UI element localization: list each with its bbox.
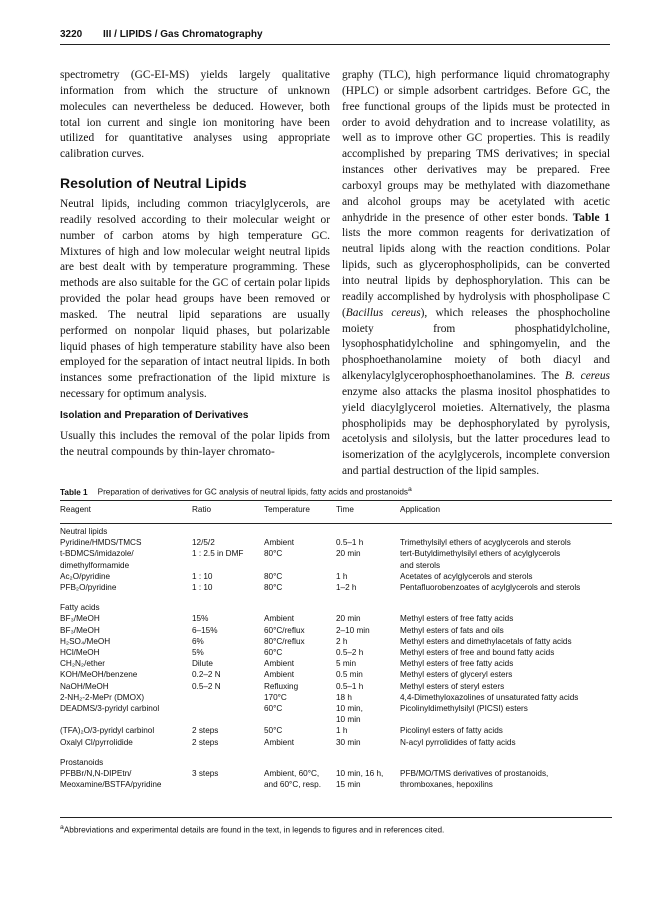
table-cell [264,560,336,571]
paragraph-2: Neutral lipids, including common triacylglycerols, are readily resolved according to their molecular weight or number of carbon atoms by high temperature GC. Mixtures of high and low molecular weight neutral lipids are best dealt with by temperature programming. These methods are also suitable for the GC of certain polar lipids provided the polar head groups have been removed or masked. The neutral lipid separations are usually performed on nonpolar liquid phases, but polarizable liquid phases of high temperature stability have also been employed for the separation of intact neutral lipids. In both instances some prefractionation of the lipid mixture is necessary for optimum analysis. [60,198,330,401]
table-cell: 2 steps [192,726,219,736]
right-paragraph [342,68,610,480]
table-cell: 60°C [264,648,283,658]
table-cell: Picolinyl esters of fatty acids [400,726,503,736]
table-cell: 80°C [264,549,283,559]
table-cell: Ambient [264,670,295,680]
table-row [60,725,620,736]
footnote-mark: a [60,824,64,831]
table-cell: (TFA)₂O/3-pyridyl carbinol [60,726,155,736]
table-footnote [60,824,620,835]
table-row [60,669,620,680]
table-cell: 20 min [336,549,361,559]
table-row [60,548,620,559]
table-cell: 10 min, 16 h, [336,769,384,779]
table-cell: 0.2–2 N [192,670,221,680]
table-cell: Meoxamine/BSTFA/pyridine [60,780,162,790]
table-cell: 80°C/reflux [264,636,305,646]
table-cell: 5 min [336,659,357,669]
table-row [60,571,620,582]
table-cell: Refluxing [264,681,299,691]
table-cell: Ambient [264,737,295,747]
table-caption-text: Preparation of derivatives for GC analysis of neutral lipids, fatty acids and prostanoids [97,487,408,497]
table-cell: DEADMS/3-pyridyl carbinol [60,704,160,714]
caption-footnote-mark: a [407,486,412,493]
table-row [60,768,620,779]
text-run: ), which releases the phosphocholine moiety from phosphatidylcholine, lysophosphatidylcholine and sphingomyelin, and the phosphoethanolamine moiety of both diacyl and alkenylacylglycerophosphoethanolamines. The [342,306,611,383]
table-cell: 2 steps [192,737,219,747]
table-row [60,703,620,714]
table-row [60,737,620,748]
table-cell: PFB/MO/TMS derivatives of prostanoids, [400,769,549,779]
paragraph-3: Usually this includes the removal of the polar lipids from the neutral compounds by thin-layer chromato- [60,430,330,458]
running-header [60,29,610,43]
table-cell: 12/5/2 [192,538,215,548]
table-cell: HCl/MeOH [60,648,100,658]
table-cell: 10 min, [336,704,363,714]
table-cell: 10 min [336,715,361,725]
column-header: Ratio [192,505,212,514]
table-group-label: Prostanoids [60,757,104,767]
table-cell: Methyl esters of fats and oils [400,625,504,635]
table-cell [400,714,620,725]
table-caption [60,486,620,497]
table-row [60,537,620,548]
table-cell: 18 h [336,692,352,702]
table-cell: 30 min [336,737,361,747]
column-header: Time [336,505,354,514]
table-cell [336,560,400,571]
species-abbrev: B. cereus [565,370,610,383]
table-row [60,779,620,790]
column-header: Temperature [264,505,310,514]
column-header: Application [400,505,441,514]
left-column-middle [60,197,330,403]
table-cell: 80°C [264,583,283,593]
table-cell: tert-Butyldimethylsilyl ethers of acylglycerols [400,549,561,559]
table-cell: and 60°C, resp. [264,780,321,790]
table-cell: Methyl esters of free fatty acids [400,614,514,624]
left-column-bottom [60,429,330,461]
table-group-label: Fatty acids [60,603,100,613]
running-title: III / LIPIDS / Gas Chromatography [103,29,263,40]
table-cell: KOH/MeOH/benzene [60,670,138,680]
text-run: lists the more common reagents for derivatization of neutral lipids along with the reaction conditions. Polar lipids, such as glycerophospholipids, can be converted into neutral lipids by dephosphorylation. This can be readily accomplished by hydrolysis with phospholipase C ( [342,227,610,319]
table-row [60,625,620,636]
table-cell: 6–15% [192,625,218,635]
text-run: enzyme also attacks the plasma inositol phosphatides to yield diacylglycerol moieties. Alternatively, the plasma phospholipids may be dephosphorylated by pyrolysis, acetolysis and silolysis, but the latter procedures lead to isomerization of the acylglycerols, incomplete conversion and partial destruction of the lipid samples. [342,385,610,478]
table-cell: Trimethylsilyl ethers of acyglycerols and sterols [400,538,571,548]
table-reference: Table 1 [572,211,610,224]
table-row [60,613,620,624]
table-row [60,658,620,669]
table-cell: PFB₂O/pyridine [60,583,117,593]
paragraph-1: spectrometry (GC-EI-MS) yields largely qualitative information from which the structure of unknown molecules can nevertheless be deduced. However, both total ion current and single ion monitoring have been utilized for quantitative analyses using appropriate calibration curves. [60,69,330,161]
table-cell [60,714,192,725]
table-cell [192,714,264,725]
table-cell: and sterols [400,560,441,570]
table-cell: thromboxanes, hepoxilins [400,780,493,790]
table-cell: Ac₂O/pyridine [60,571,111,581]
table-bottom-rule [60,817,612,818]
table-cell: 0.5–1 h [336,538,364,548]
table-row [60,714,620,725]
table-group-label: Neutral lipids [60,527,108,536]
footnote-text: Abbreviations and experimental details are found in the text, in legends to figures and in references cited. [63,825,445,835]
table-cell: 1 : 10 [192,571,213,581]
header-rule [60,44,610,45]
table-cell: 2-NH₂-2-MePr (DMOX) [60,692,145,702]
table-cell: 15% [192,614,209,624]
table-cell: Oxalyl Cl/pyrrolidide [60,737,133,747]
section-heading: Resolution of Neutral Lipids [60,175,247,191]
text-run: graphy (TLC), high performance liquid chromatography (HPLC) or simple adsorbent cartridges. Before GC, the free functional groups of the lipids must be protected in order to avoid dehydration and to increase volatility, as well as to improve other GC properties. This is readily accomplished by preparing TMS derivatives; in special instances other derivatives may be prepared. Free carboxyl groups may be methylated with diazomethane and alcohol groups may be acetylated with acetic anhydride in the presence of other ester bonds. [342,69,610,224]
table-cell: BF₃/MeOH [60,625,100,635]
table-cell: BF₃/MeOH [60,614,100,624]
column-header: Reagent [60,505,91,514]
table-cell: 2–10 min [336,625,370,635]
table-row [60,636,620,647]
table-cell [192,703,264,714]
table-cell [192,779,264,790]
table-cell: t-BDMCS/imidazole/ [60,549,134,559]
table-cell: 80°C [264,571,283,581]
table-cell: 0.5–2 h [336,648,364,658]
species-name: Bacillus cereus [345,306,421,319]
table-cell: Methyl esters of glyceryl esters [400,670,513,680]
table-top-rule [60,500,612,501]
table-row [60,582,620,593]
table-cell: Ambient, 60°C, [264,769,320,779]
table-cell: 60°C/reflux [264,625,305,635]
table-cell: PFBBr/N,N-DIPEtn/ [60,769,132,779]
table-cell: CH₂N₂/ether [60,659,106,669]
table-header-row [60,504,620,526]
table-cell: Ambient [264,614,295,624]
table-cell [264,714,336,725]
table-cell: 5% [192,648,204,658]
table-row [60,692,620,703]
table-cell: Pyridine/HMDS/TMCS [60,538,142,548]
table-cell: H₂SO₄/MeOH [60,636,111,646]
table-cell: 0.5–2 N [192,681,221,691]
table-cell: 2 h [336,636,348,646]
table-cell: Methyl esters of free and bound fatty acids [400,648,555,658]
table-cell: NaOH/MeOH [60,681,109,691]
derivatives-table [60,504,620,790]
table-label: Table 1 [60,487,88,497]
table-cell: N-acyl pyrrolidides of fatty acids [400,737,516,747]
table-row [60,681,620,692]
table-cell: 6% [192,636,204,646]
table-cell: 0.5–1 h [336,681,364,691]
table-row [60,647,620,658]
table-cell: Ambient [264,538,295,548]
table-cell: Acetates of acylglycerols and sterols [400,571,533,581]
table-cell: 20 min [336,614,361,624]
table-row [60,560,620,571]
table-cell: Methyl esters of free fatty acids [400,659,514,669]
table-cell: Methyl esters of steryl esters [400,681,505,691]
table-cell: dimethylformamide [60,560,130,570]
table-cell: 1 : 2.5 in DMF [192,549,244,559]
table-cell: 1–2 h [336,583,357,593]
right-column [342,68,610,480]
table-cell: Picolinyldimethylsilyl (PICSI) esters [400,704,528,714]
table-cell: 0.5 min [336,670,363,680]
table-cell: 50°C [264,726,283,736]
subsection-heading: Isolation and Preparation of Derivatives [60,410,249,421]
table-cell: Ambient [264,659,295,669]
table-cell: 1 h [336,571,348,581]
table-cell [192,560,264,571]
table-cell: Pentafluorobenzoates of acylglycerols and sterols [400,583,581,593]
table-cell: 15 min [336,780,361,790]
page-number: 3220 [60,29,83,40]
table-cell: 1 h [336,726,348,736]
table-cell: 60°C [264,704,283,714]
left-column-top [60,68,330,163]
table-cell [192,692,264,703]
table-cell: Methyl esters and dimethylacetals of fatty acids [400,636,572,646]
table-cell: 4,4-Dimethyloxazolines of unsaturated fatty acids [400,692,579,702]
table-cell: 3 steps [192,769,219,779]
table-cell: 170°C [264,692,287,702]
table-cell: 1 : 10 [192,583,213,593]
table-cell: Dilute [192,659,213,669]
